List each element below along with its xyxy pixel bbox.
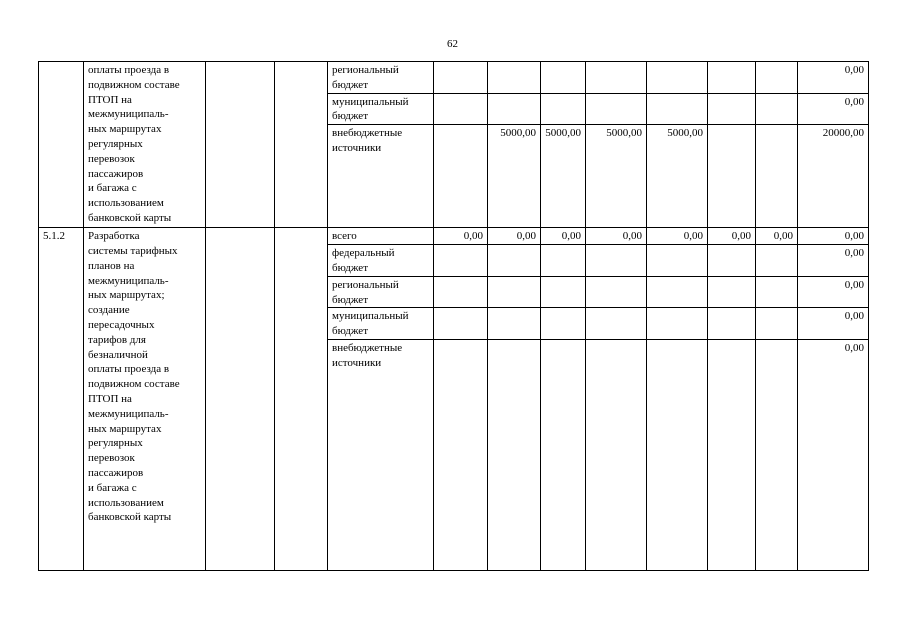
value-cell	[756, 93, 798, 125]
executor-cell	[206, 62, 275, 228]
source-label-cell	[328, 308, 434, 340]
description-line: пересадочных	[88, 318, 155, 331]
source-label-line: внебюджетные	[332, 127, 403, 140]
value-cell: 5000,00	[488, 125, 541, 228]
description-line: и багажа с	[88, 481, 137, 494]
source-label-cell	[328, 93, 434, 125]
value-cell	[488, 308, 541, 340]
value-cell: 0,00	[434, 228, 488, 245]
value-cell	[434, 276, 488, 308]
description-line: межмуниципаль-	[88, 274, 169, 287]
value-cell: 0,00	[488, 228, 541, 245]
budget-table	[38, 61, 869, 571]
description-line: ПТОП на	[88, 392, 132, 405]
source-label-line: бюджет	[332, 78, 368, 91]
description-line: пассажиров	[88, 167, 144, 180]
total-cell: 0,00	[798, 276, 869, 308]
value-cell	[586, 276, 647, 308]
source-label-line: региональный	[332, 278, 399, 291]
description-line: ных маршрутах;	[88, 289, 165, 302]
description-line: использованием	[88, 197, 164, 210]
source-label-cell	[328, 62, 434, 94]
table-row	[39, 62, 869, 94]
value-cell	[756, 62, 798, 94]
value-cell	[434, 125, 488, 228]
value-cell	[434, 308, 488, 340]
code-cell: 5.1.2	[39, 228, 84, 571]
total-cell: 0,00	[798, 228, 869, 245]
description-line: межмуниципаль-	[88, 108, 169, 121]
executor-cell	[206, 228, 275, 571]
value-cell: 5000,00	[541, 125, 586, 228]
description-line: регулярных	[88, 137, 143, 150]
description-line: подвижном составе	[88, 378, 180, 391]
source-label-cell	[328, 125, 434, 228]
value-cell	[708, 93, 756, 125]
value-cell	[647, 308, 708, 340]
description-line: ПТОП на	[88, 93, 132, 106]
description-line: тарифов для	[88, 333, 146, 346]
total-cell: 0,00	[798, 93, 869, 125]
source-label-line: всего	[332, 230, 357, 243]
description-line: межмуниципаль-	[88, 407, 169, 420]
value-cell	[541, 339, 586, 570]
source-label-cell	[328, 339, 434, 570]
table-row	[39, 228, 869, 245]
source-label-line: бюджет	[332, 325, 368, 338]
value-cell	[541, 93, 586, 125]
period-cell	[275, 62, 328, 228]
description-line: безналичной	[88, 348, 148, 361]
value-cell	[647, 62, 708, 94]
value-cell	[586, 62, 647, 94]
value-cell: 5000,00	[586, 125, 647, 228]
value-cell	[488, 339, 541, 570]
total-cell: 0,00	[798, 339, 869, 570]
value-cell	[434, 93, 488, 125]
value-cell: 0,00	[756, 228, 798, 245]
source-label-line: бюджет	[332, 261, 368, 274]
value-cell	[647, 276, 708, 308]
source-label-line: региональный	[332, 64, 399, 76]
description-cell	[84, 228, 206, 571]
value-cell	[434, 339, 488, 570]
description-line: оплаты проезда в	[88, 363, 170, 376]
value-cell	[541, 276, 586, 308]
value-cell	[647, 93, 708, 125]
value-cell	[708, 276, 756, 308]
value-cell	[708, 62, 756, 94]
value-cell	[488, 245, 541, 277]
value-cell: 0,00	[708, 228, 756, 245]
value-cell	[756, 276, 798, 308]
value-cell	[708, 339, 756, 570]
source-label-cell	[328, 276, 434, 308]
value-cell: 0,00	[647, 228, 708, 245]
source-label-line: федеральный	[332, 247, 395, 260]
description-line: оплаты проезда в	[88, 64, 170, 76]
value-cell	[756, 245, 798, 277]
source-label-line: бюджет	[332, 293, 368, 306]
continued-row-group	[39, 62, 869, 228]
value-cell	[756, 308, 798, 340]
source-label-line: муниципальный	[332, 310, 409, 323]
source-label-cell	[328, 228, 434, 245]
description-line: и багажа с	[88, 182, 137, 195]
page-number: 62	[447, 38, 458, 50]
description-line: планов на	[88, 259, 135, 272]
value-cell	[647, 245, 708, 277]
source-label-line: источники	[332, 356, 382, 369]
value-cell	[586, 308, 647, 340]
total-cell: 0,00	[798, 62, 869, 94]
value-cell	[586, 93, 647, 125]
value-cell	[708, 125, 756, 228]
value-cell	[488, 62, 541, 94]
value-cell	[708, 308, 756, 340]
value-cell	[434, 62, 488, 94]
description-line: банковской карты	[88, 511, 172, 524]
value-cell	[586, 245, 647, 277]
description-line: системы тарифных	[88, 244, 178, 257]
value-cell	[488, 276, 541, 308]
source-label-line: внебюджетные	[332, 341, 403, 354]
value-cell	[647, 339, 708, 570]
description-line: пассажиров	[88, 466, 144, 479]
value-cell	[488, 93, 541, 125]
description-line: регулярных	[88, 437, 143, 450]
description-line: использованием	[88, 496, 164, 509]
code-cell	[39, 62, 84, 228]
total-cell: 0,00	[798, 245, 869, 277]
value-cell: 5000,00	[647, 125, 708, 228]
description-line: Разработка	[88, 230, 140, 243]
description-line: банковской карты	[88, 211, 172, 224]
period-cell	[275, 228, 328, 571]
value-cell	[541, 308, 586, 340]
value-cell	[541, 62, 586, 94]
description-cell	[84, 62, 206, 228]
value-cell: 0,00	[586, 228, 647, 245]
value-cell	[586, 339, 647, 570]
total-cell: 0,00	[798, 308, 869, 340]
total-cell: 20000,00	[798, 125, 869, 228]
value-cell	[756, 125, 798, 228]
value-cell	[541, 245, 586, 277]
description-line: перевозок	[88, 152, 135, 165]
row-512-group	[39, 228, 869, 571]
source-label-line: бюджет	[332, 110, 368, 123]
description-line: ных маршрутах	[88, 422, 162, 435]
source-label-line: источники	[332, 141, 382, 154]
source-label-line: муниципальный	[332, 95, 409, 108]
description-line: ных маршрутах	[88, 123, 162, 136]
value-cell	[708, 245, 756, 277]
value-cell	[756, 339, 798, 570]
description-line: подвижном составе	[88, 78, 180, 91]
value-cell: 0,00	[541, 228, 586, 245]
description-line: перевозок	[88, 452, 135, 465]
source-label-cell	[328, 245, 434, 277]
value-cell	[434, 245, 488, 277]
description-line: создание	[88, 304, 130, 317]
